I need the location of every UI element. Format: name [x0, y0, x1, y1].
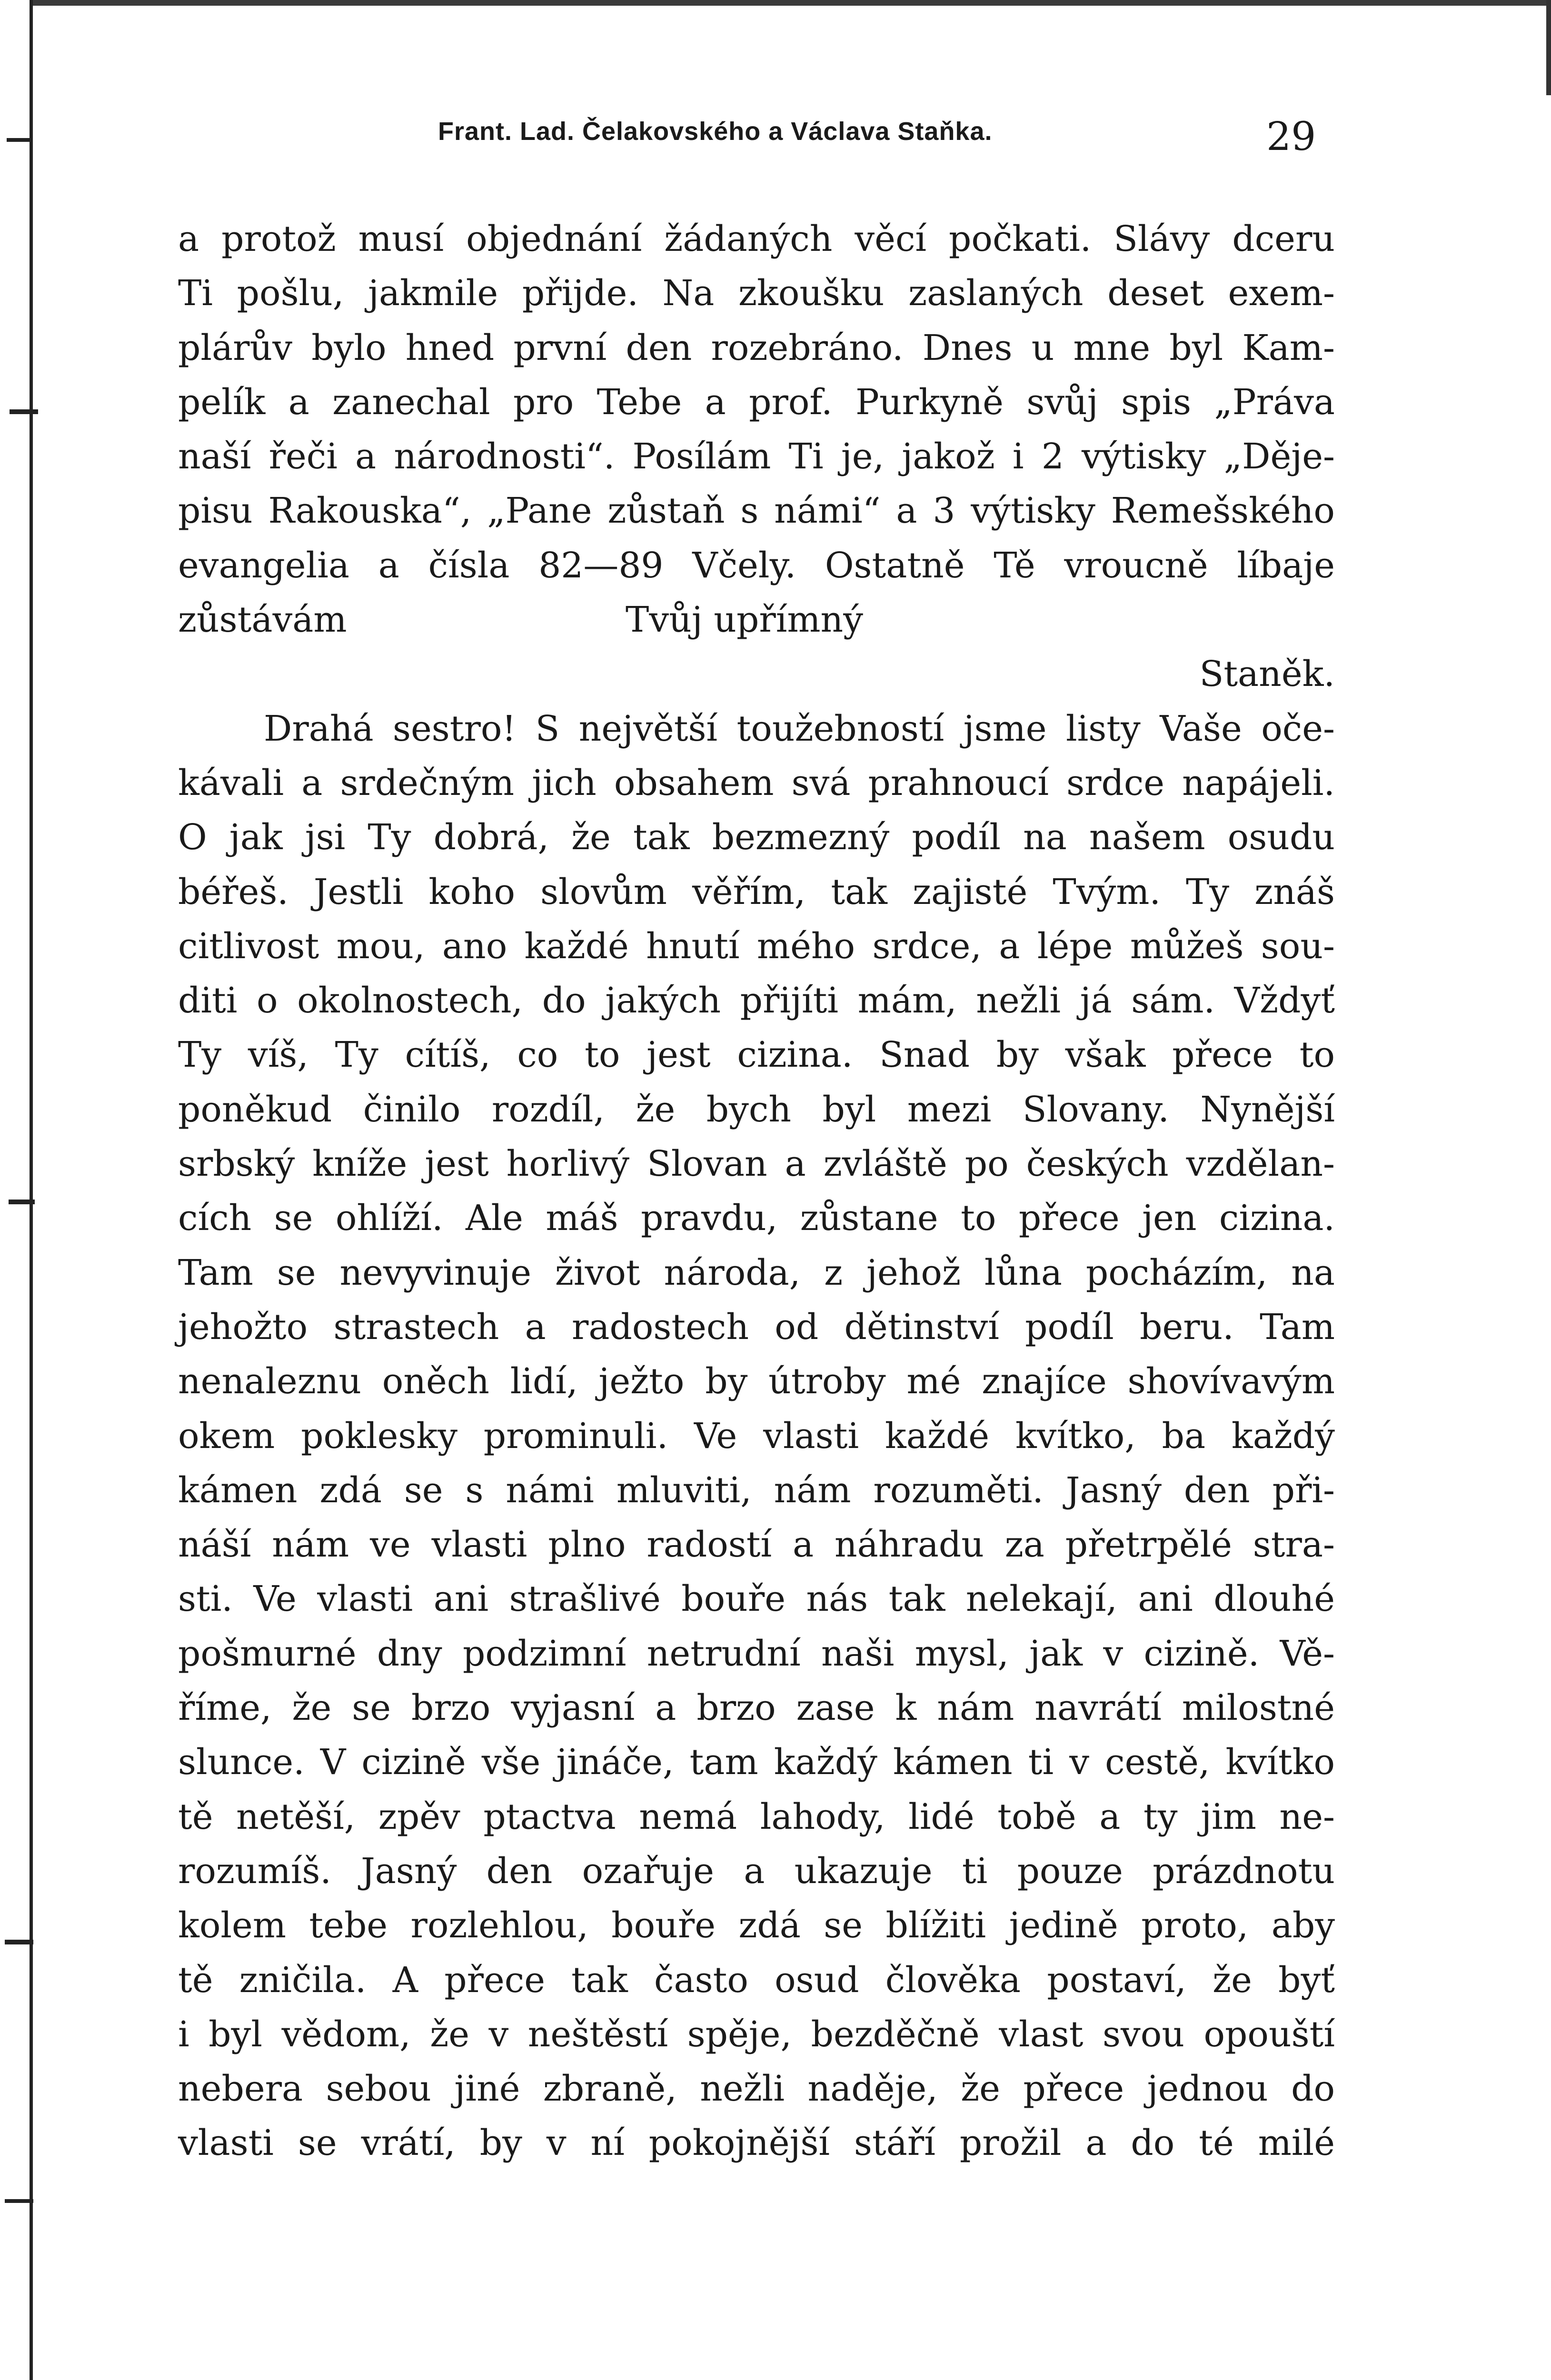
text-line: vlasti se vrátí, by v ní pokojnější stáří prožil a do té milé — [178, 2122, 1335, 2164]
margin-mark — [9, 1200, 35, 1204]
text-line: Ti pošlu, jakmile přijde. Na zkoušku zaslaných deset exem- — [178, 273, 1335, 314]
text-line: slunce. V cizině vše jináče, tam každý kámen ti v cestě, kvítko — [178, 1742, 1335, 1783]
text-line: evangelia a čísla 82—89 Včely. Ostatně Tě vroucně líbaje — [178, 545, 1335, 586]
text-line: cích se ohlíží. Ale máš pravdu, zůstane to přece jen cizina. — [178, 1198, 1335, 1239]
margin-mark — [5, 2199, 33, 2203]
signature: Staněk. — [1199, 654, 1335, 695]
text-line: plárův bylo hned první den rozebráno. Dnes u mne byl Kam- — [178, 327, 1335, 368]
text-line: srbský kníže jest horlivý Slovan a zvláště po českých vzdělan- — [178, 1143, 1335, 1185]
text-line: pisu Rakouska“, „Pane zůstaň s námi“ a 3 výtisky Remešského — [178, 490, 1335, 532]
margin-mark — [10, 409, 38, 414]
text-line: kávali a srdečným jich obsahem svá prahnoucí srdce napájeli. — [178, 762, 1335, 803]
text-line: náší nám ve vlasti plno radostí a náhradu za přetrpělé stra- — [178, 1524, 1335, 1566]
page-edge-top — [30, 0, 1551, 6]
text-line: a protož musí objednání žádaných věcí počkati. Slávy dceru — [178, 218, 1335, 259]
text-line: béřeš. Jestli koho slovům věřím, tak zajisté Tvým. Ty znáš — [178, 871, 1335, 912]
text-line: poněkud činilo rozdíl, že bych byl mezi Slovany. Nynější — [178, 1089, 1335, 1130]
text-line: tě netěší, zpěv ptactva nemá lahody, lidé tobě a ty jim ne- — [178, 1796, 1335, 1837]
text-line: tě zničila. A přece tak často osud člověka postaví, že byť — [178, 1959, 1335, 2001]
text-line: i byl vědom, že v neštěstí spěje, bezděčně vlast svou opouští — [178, 2013, 1335, 2055]
text-line: okem poklesky prominuli. Ve vlasti každé kvítko, ba každý — [178, 1415, 1335, 1457]
text-line: kolem tebe rozlehlou, bouře zdá se blížiti jedině proto, aby — [178, 1905, 1335, 1946]
text-line: nebera sebou jiné zbraně, nežli naděje, že přece jednou do — [178, 2068, 1335, 2110]
text-line: citlivost mou, ano každé hnutí mého srdce, a lépe můžeš sou- — [178, 925, 1335, 967]
text-line: diti o okolnostech, do jakých přijíti mám, nežli já sám. Vždyť — [178, 980, 1335, 1021]
text-line: Ty víš, Ty cítíš, co to jest cizina. Snad by však přece to — [178, 1034, 1335, 1076]
text-line: kámen zdá se s námi mluviti, nám rozuměti. Jasný den při- — [178, 1469, 1335, 1511]
closing-formula — [178, 593, 1335, 647]
margin-mark — [5, 1940, 33, 1944]
text-line: O jak jsi Ty dobrá, že tak bezmezný podíl na našem osudu — [178, 817, 1335, 858]
running-head: Frant. Lad. Čelakovského a Václava Staňka. — [438, 117, 993, 146]
text-line: říme, že se brzo vyjasní a brzo zase k nám navrátí milostné — [178, 1687, 1335, 1729]
text-line: jehožto strastech a radostech od dětinství podíl beru. Tam — [178, 1306, 1335, 1348]
paragraph-start-line: Drahá sestro! S největší toužebností jsme listy Vaše oče- — [264, 708, 1335, 749]
page-number: 29 — [1266, 114, 1316, 159]
margin-mark — [7, 138, 30, 142]
closing-left: zůstávám — [178, 599, 347, 641]
text-line: naší řeči a národnosti“. Posílám Ti je, jakož i 2 výtisky „Děje- — [178, 436, 1335, 477]
page-edge-left — [30, 0, 33, 2380]
text-line: pošmurné dny podzimní netrudní naši mysl, jak v cizině. Vě- — [178, 1633, 1335, 1674]
page-edge-right — [1546, 0, 1551, 95]
text-line: rozumíš. Jasný den ozařuje a ukazuje ti pouze prázdnotu — [178, 1850, 1335, 1892]
text-line: pelík a zanechal pro Tebe a prof. Purkyně svůj spis „Práva — [178, 381, 1335, 423]
text-line: nenaleznu oněch lidí, ježto by útroby mé znajíce shovívavým — [178, 1361, 1335, 1402]
body-text — [178, 212, 1335, 2171]
text-line: sti. Ve vlasti ani strašlivé bouře nás tak nelekají, ani dlouhé — [178, 1578, 1335, 1620]
closing-right: Tvůj upřímný — [626, 599, 863, 641]
text-line: Tam se nevyvinuje život národa, z jehož lůna pocházím, na — [178, 1252, 1335, 1293]
